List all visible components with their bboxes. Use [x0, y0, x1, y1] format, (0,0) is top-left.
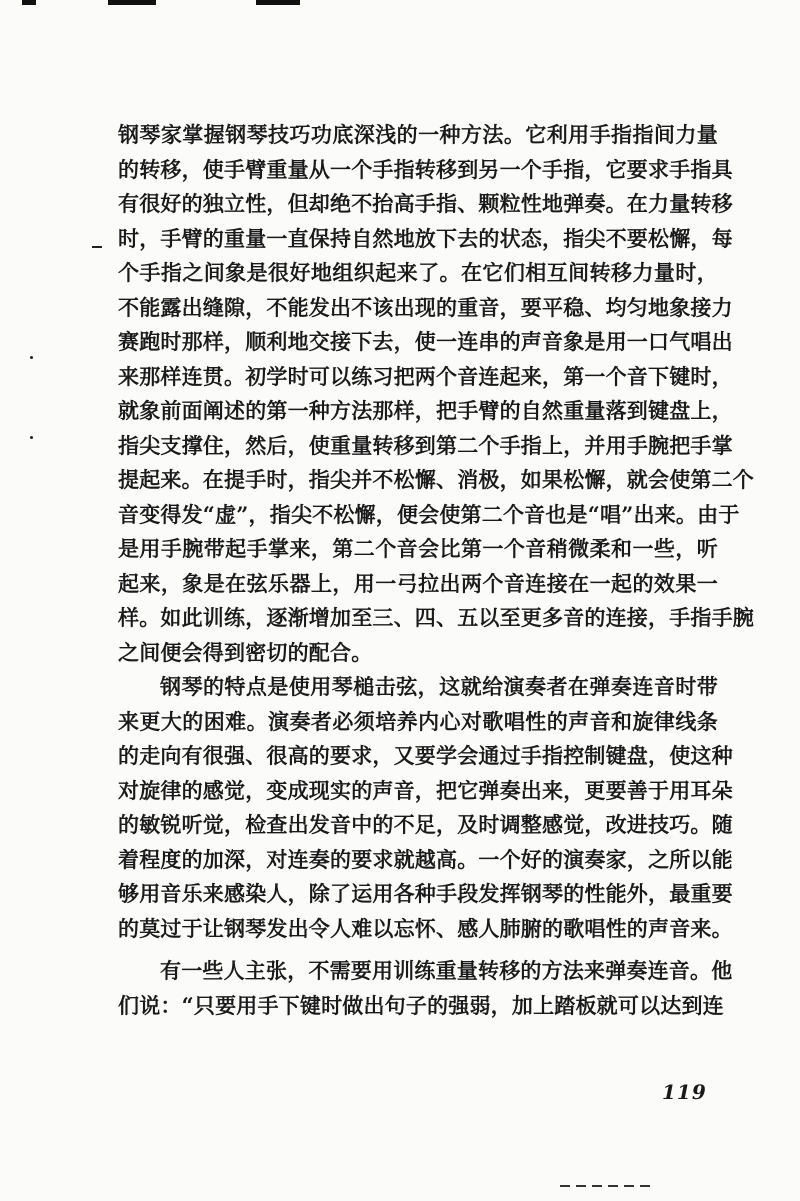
text-line: 音变得发“虚”，指尖不松懈，便会使第二个音也是“唱”出来。由于: [118, 501, 740, 527]
text-line: 钢琴的特点是使用琴槌击弦，这就给演奏者在弹奏连音时带: [160, 674, 718, 699]
paragraph-3: [118, 954, 733, 1023]
text-line: 钢琴家掌握钢琴技巧功底深浅的一种方法。它利用手指指间力量: [118, 122, 718, 147]
text-line: 样。如此训练，逐渐增加至三、四、五以至更多音的连接，手指手腕: [118, 605, 754, 630]
text-line: 提起来。在提手时，指尖并不松懈、消极，如果松懈，就会使第二个: [118, 467, 754, 492]
text-line: 有一些人主张，不需要用训练重量转移的方法来弹奏连音。他: [160, 958, 733, 983]
text-line: 是用手腕带起手掌来，第二个音会比第一个音稍微柔和一些，听: [118, 536, 718, 561]
text-line: 之间便会得到密切的配合。: [118, 639, 373, 665]
text-line: 的走向有很强、很高的要求，又要学会通过手指控制键盘，使这种: [118, 743, 733, 768]
body-text: [118, 118, 754, 1023]
scan-artifact: [256, 0, 300, 5]
paragraph-1: [118, 118, 754, 670]
text-line: 的转移，使手臂重量从一个手指转移到另一个手指，它要求手指具: [118, 156, 733, 182]
text-line: 来更大的困难。演奏者必须培养内心对歌唱性的声音和旋律线条: [118, 708, 718, 734]
paragraph-2: [118, 670, 733, 946]
text-line: 赛跑时那样，顺利地交接下去，使一连串的声音象是用一口气唱出: [118, 329, 733, 354]
text-line: 指尖支撑住，然后，使重量转移到第二个手指上，并用手腕把手掌: [118, 432, 733, 458]
page-number: 119: [662, 1080, 707, 1104]
scan-artifact: [108, 0, 156, 5]
margin-mark: [92, 246, 102, 248]
text-line: 的莫过于让钢琴发出令人难以忘怀、感人肺腑的歌唱性的声音来。: [118, 915, 733, 941]
text-line: 着程度的加深，对连奏的要求就越高。一个好的演奏家，之所以能: [118, 846, 733, 872]
text-line: 不能露出缝隙，不能发出不该出现的重音，要平稳、均匀地象接力: [118, 294, 733, 320]
text-line: 够用音乐来感染人，除了运用各种手段发挥钢琴的性能外，最重要: [118, 881, 733, 906]
text-line: 个手指之间象是很好地组织起来了。在它们相互间转移力量时，: [118, 260, 718, 285]
text-line: 时，手臂的重量一直保持自然地放下去的状态，指尖不要松懈，每: [118, 225, 733, 251]
margin-dot: [30, 436, 33, 439]
text-line: 的敏锐听觉，检查出发音中的不足，及时调整感觉，改进技巧。随: [118, 812, 733, 837]
text-line: 们说：“只要用手下键时做出句子的强弱，加上踏板就可以达到连: [118, 992, 724, 1018]
paragraph-gap: [118, 946, 718, 954]
scan-artifact: [22, 0, 36, 5]
text-line: 有很好的独立性，但却绝不抬高手指、颗粒性地弹奏。在力量转移: [118, 191, 733, 216]
margin-dot: [30, 356, 33, 359]
scan-artifact: [560, 1185, 650, 1187]
text-line: 来那样连贯。初学时可以练习把两个音连起来，第一个音下键时，: [118, 363, 733, 389]
text-line: 对旋律的感觉，变成现实的声音，把它弹奏出来，更要善于用耳朵: [118, 777, 733, 803]
text-line: 起来，象是在弦乐器上，用一弓拉出两个音连接在一起的效果一: [118, 570, 718, 596]
text-line: 就象前面阐述的第一种方法那样，把手臂的自然重量落到键盘上，: [118, 398, 733, 423]
